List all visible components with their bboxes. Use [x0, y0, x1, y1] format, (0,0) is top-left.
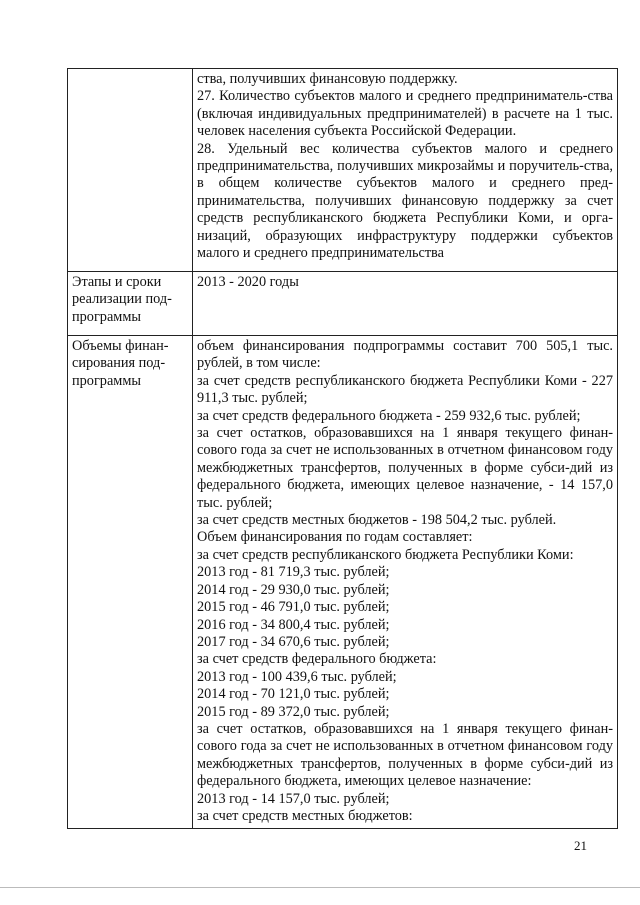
stages-label: Этапы и сроки реализации под-программы [68, 272, 193, 336]
funding-line: за счет средств федерального бюджета - 259 932,6 тыс. рублей; [197, 407, 581, 424]
funding-line: за счет средств федерального бюджета: [197, 651, 437, 668]
funding-line: за счет остатков, образовавшихся на 1 января текущего финан-сового года за счет не использованных в отчетном финансовом году межбюджетных трансфертов, полученных в форме субси-дий из федерального бюджета, имеющих целевое назначение, - 14 157,0 тыс. рублей; [197, 425, 613, 511]
funding-line: 2013 год - 100 439,6 тыс. рублей; [197, 668, 397, 685]
subprogram-passport-table [67, 68, 618, 829]
funding-line: за счет остатков, образовавшихся на 1 января текущего финан-сового года за счет не использованных в отчетном финансовом году межбюджетных трансфертов, полученных в форме субси-дий из федерального бюджета, имеющих целевое назначение: [197, 720, 613, 790]
page-bottom-divider [0, 887, 640, 888]
indicator-line: 27. Количество субъектов малого и среднего предприниматель-ства (включая индивидуальных предпринимателей) в расчете на 1 тыс. человек населения субъекта Российской Федерации. [197, 88, 613, 140]
funding-cell [193, 336, 618, 829]
indicator-line: ства, получивших финансовую поддержку. [197, 71, 458, 87]
funding-label: Объемы финан-сирования под-программы [68, 336, 193, 829]
funding-line: Объем финансирования по годам составляет: [197, 529, 473, 546]
funding-line: 2014 год - 29 930,0 тыс. рублей; [197, 581, 390, 598]
funding-line: 2015 год - 46 791,0 тыс. рублей; [197, 599, 390, 616]
funding-line: за счет средств местных бюджетов: [197, 807, 413, 824]
indicator-line: 28. Удельный вес количества субъектов малого и среднего предпринимательства, получивших микрозаймы и поручитель-ства, в общем количестве субъектов малого и среднего пред-принимательства, получивших финансовую поддержку за счет средств республиканского бюджета Республики Коми, и орга-низаций, образующих инфраструктуру поддержки субъектов малого и среднего предпринимательства [197, 140, 613, 262]
funding-line: 2017 год - 34 670,6 тыс. рублей; [197, 633, 390, 650]
funding-line: объем финансирования подпрограммы составит 700 505,1 тыс. рублей, в том числе: [197, 338, 613, 372]
page-number: 21 [574, 838, 587, 853]
empty-label-cell [68, 69, 193, 272]
funding-line: за счет средств республиканского бюджета Республики Коми: [197, 546, 574, 563]
funding-line: 2016 год - 34 800,4 тыс. рублей; [197, 616, 390, 633]
table-row-indicators-continuation [68, 69, 618, 272]
funding-line: 2014 год - 70 121,0 тыс. рублей; [197, 686, 390, 703]
indicators-cell [193, 69, 618, 272]
funding-line: за счет средств местных бюджетов - 198 504,2 тыс. рублей. [197, 512, 557, 529]
funding-line: 2015 год - 89 372,0 тыс. рублей; [197, 703, 390, 720]
table-row-stages [68, 272, 618, 336]
table-row-funding [68, 336, 618, 829]
funding-line: 2013 год - 14 157,0 тыс. рублей; [197, 790, 390, 807]
funding-line: 2013 год - 81 719,3 тыс. рублей; [197, 564, 390, 581]
stages-value: 2013 - 2020 годы [193, 272, 618, 336]
funding-line: за счет средств республиканского бюджета Республики Коми - 227 911,3 тыс. рублей; [197, 372, 613, 407]
